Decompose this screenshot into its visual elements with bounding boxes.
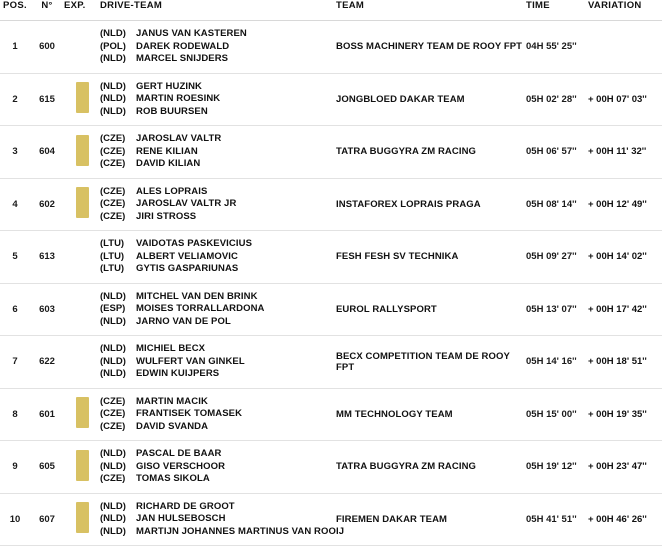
cell-experience (64, 283, 100, 336)
crew-nationality: (CZE) (100, 158, 126, 169)
cell-team: TATRA BUGGYRA ZM RACING (336, 146, 477, 158)
crew-name: JAROSLAV VALTR JR (136, 198, 237, 209)
crew-member (100, 53, 336, 66)
column-header-experience: EXP. (64, 0, 86, 11)
experience-badge-empty (76, 48, 89, 49)
cell-race-number: 602 (39, 198, 55, 210)
cell-time: 05H 19' 12'' (526, 461, 577, 473)
crew-member (100, 316, 336, 329)
crew-member (100, 473, 336, 486)
table-row[interactable] (0, 126, 662, 179)
crew-list (100, 500, 345, 539)
cell-time: 05H 02' 28'' (526, 93, 577, 105)
experience-badge (76, 450, 89, 481)
cell-team: TATRA BUGGYRA ZM RACING (336, 461, 477, 473)
crew-nationality: (CZE) (100, 145, 126, 157)
crew-name: GISO VERSCHOOR (136, 460, 226, 472)
crew-member (100, 106, 336, 119)
crew-name: PASCAL DE BAAR (136, 448, 222, 459)
crew-name: EDWIN KUIJPERS (136, 368, 220, 379)
cell-time: 05H 06' 57'' (526, 146, 577, 158)
crew-member (100, 186, 336, 199)
cell-variation: + 00H 11' 32'' (588, 146, 647, 158)
crew-nationality: (ESP) (100, 303, 126, 314)
cell-time: 05H 09' 27'' (526, 251, 577, 263)
crew-nationality: (LTU) (100, 238, 125, 249)
crew-nationality: (NLD) (100, 290, 126, 302)
crew-name: MOISES TORRALLARDONA (136, 303, 265, 314)
cell-race-number: 601 (39, 408, 55, 420)
table-header (0, 0, 662, 21)
cell-drive-team (100, 21, 336, 74)
cell-experience (64, 178, 100, 231)
cell-time: 05H 14' 16'' (526, 356, 577, 368)
cell-variation: + 00H 46' 26'' (588, 513, 647, 525)
cell-position: 9 (12, 461, 18, 473)
cell-race-number: 607 (39, 513, 55, 525)
cell-variation: + 00H 14' 02'' (588, 251, 647, 263)
crew-member (100, 343, 336, 356)
crew-list (100, 291, 336, 329)
crew-member (100, 461, 336, 474)
experience-badge-empty (76, 311, 89, 312)
crew-name: DAVID KILIAN (136, 158, 201, 169)
column-header-drive-team: DRIVE-TEAM (100, 0, 163, 11)
cell-team: FIREMEN DAKAR TEAM (336, 513, 448, 525)
cell-race-number: 603 (39, 303, 55, 315)
cell-race-number: 615 (39, 93, 55, 105)
crew-nationality: (NLD) (100, 315, 126, 327)
cell-position: 3 (12, 146, 18, 158)
cell-position: 5 (12, 251, 18, 263)
cell-drive-team (100, 231, 336, 284)
crew-nationality: (CZE) (100, 420, 126, 432)
cell-race-number: 605 (39, 461, 55, 473)
crew-nationality: (CZE) (100, 185, 126, 197)
crew-list (100, 238, 336, 276)
crew-nationality: (CZE) (100, 210, 126, 222)
table-row[interactable] (0, 73, 662, 126)
table-row[interactable] (0, 21, 662, 74)
crew-member (100, 501, 336, 514)
table-row[interactable] (0, 336, 662, 389)
crew-member (100, 146, 336, 159)
crew-name: ALES LOPRAIS (136, 185, 208, 197)
cell-position: 4 (12, 198, 18, 210)
cell-variation (588, 21, 662, 74)
crew-nationality: (CZE) (100, 198, 126, 209)
table-row[interactable] (0, 231, 662, 284)
crew-nationality: (NLD) (100, 368, 126, 379)
crew-member (100, 81, 336, 94)
crew-name: WULFERT VAN GINKEL (136, 355, 245, 367)
cell-race-number: 604 (39, 146, 55, 158)
crew-nationality: (NLD) (100, 513, 126, 524)
experience-badge (76, 82, 89, 113)
crew-name: MICHIEL BECX (136, 343, 206, 354)
crew-list (100, 396, 336, 434)
crew-name: GERT HUZINK (136, 80, 203, 92)
crew-list (100, 28, 336, 66)
crew-name: GYTIS GASPARIUNAS (136, 263, 239, 274)
cell-time: 05H 41' 51'' (526, 513, 577, 525)
crew-nationality: (CZE) (100, 408, 126, 419)
crew-member (100, 368, 336, 381)
table-row[interactable] (0, 178, 662, 231)
cell-experience (64, 21, 100, 74)
crew-member (100, 158, 336, 171)
crew-member (100, 211, 336, 224)
cell-team: BOSS MACHINERY TEAM DE ROOY FPT (336, 41, 523, 53)
cell-team: JONGBLOED DAKAR TEAM (336, 93, 465, 105)
crew-nationality: (NLD) (100, 525, 126, 537)
crew-name: JARNO VAN DE POL (136, 315, 231, 327)
cell-race-number: 622 (39, 356, 55, 368)
crew-list (100, 186, 336, 224)
crew-list (100, 343, 336, 381)
cell-experience (64, 73, 100, 126)
crew-member (100, 291, 336, 304)
crew-member (100, 41, 336, 54)
cell-drive-team (100, 388, 336, 441)
crew-nationality: (POL) (100, 40, 126, 52)
crew-nationality: (CZE) (100, 133, 126, 144)
crew-nationality: (NLD) (100, 105, 126, 117)
crew-name: MITCHEL VAN DEN BRINK (136, 290, 258, 302)
cell-experience (64, 126, 100, 179)
crew-name: RENE KILIAN (136, 145, 198, 157)
crew-name: ALBERT VELIAMOVIC (136, 250, 238, 262)
crew-member (100, 238, 336, 251)
crew-name: JIRI STROSS (136, 210, 197, 222)
crew-member (100, 198, 336, 211)
cell-team: MM TECHNOLOGY TEAM (336, 408, 453, 420)
crew-list (100, 81, 336, 119)
experience-badge-empty (76, 258, 89, 259)
crew-list (100, 133, 336, 171)
cell-position: 10 (9, 513, 21, 525)
crew-name: RICHARD DE GROOT (136, 500, 235, 512)
cell-position: 1 (12, 41, 18, 53)
crew-name: MARTIJN JOHANNES MARTINUS VAN ROOIJ (136, 525, 345, 537)
cell-position: 8 (12, 408, 18, 420)
crew-member (100, 303, 336, 316)
cell-race-number: 613 (39, 251, 55, 263)
table-row[interactable] (0, 388, 662, 441)
crew-nationality: (NLD) (100, 448, 126, 459)
crew-nationality: (CZE) (100, 395, 126, 407)
cell-team: BECX COMPETITION TEAM DE ROOY FPT (336, 350, 510, 373)
column-header-position: POS. (3, 0, 27, 11)
cell-time: 05H 15' 00'' (526, 408, 577, 420)
cell-time: 04H 55' 25'' (526, 41, 577, 53)
experience-badge (76, 187, 89, 218)
crew-name: ROB BUURSEN (136, 105, 208, 117)
crew-member (100, 356, 336, 369)
column-header-time: TIME (526, 0, 550, 11)
cell-drive-team (100, 283, 336, 336)
crew-member (100, 513, 336, 526)
cell-position: 2 (12, 93, 18, 105)
crew-member (100, 421, 336, 434)
crew-name: DAVID SVANDA (136, 420, 209, 432)
crew-name: VAIDOTAS PASKEVICIUS (136, 238, 253, 249)
cell-variation: + 00H 18' 51'' (588, 356, 647, 368)
cell-experience (64, 493, 100, 546)
cell-variation: + 00H 23' 47'' (588, 461, 647, 473)
crew-member (100, 93, 336, 106)
crew-nationality: (CZE) (100, 473, 126, 484)
crew-member (100, 263, 336, 276)
experience-badge-empty (76, 363, 89, 364)
crew-name: MARCEL SNIJDERS (136, 53, 229, 64)
crew-nationality: (NLD) (100, 500, 126, 512)
cell-experience (64, 336, 100, 389)
crew-name: MARTIN MACIK (136, 395, 208, 407)
experience-badge (76, 135, 89, 166)
crew-member (100, 408, 336, 421)
crew-nationality: (NLD) (100, 460, 126, 472)
crew-list (100, 448, 336, 486)
crew-name: FRANTISEK TOMASEK (136, 408, 243, 419)
crew-name: MARTIN ROESINK (136, 93, 221, 104)
crew-name: JAROSLAV VALTR (136, 133, 222, 144)
cell-position: 7 (12, 356, 18, 368)
crew-member (100, 525, 345, 539)
cell-variation: + 00H 17' 42'' (588, 303, 647, 315)
crew-nationality: (NLD) (100, 80, 126, 92)
cell-drive-team (100, 126, 336, 179)
cell-experience (64, 388, 100, 441)
crew-name: DAREK RODEWALD (136, 40, 230, 52)
cell-time: 05H 08' 14'' (526, 198, 577, 210)
crew-name: JANUS VAN KASTEREN (136, 28, 247, 39)
cell-team: EUROL RALLYSPORT (336, 303, 437, 315)
crew-nationality: (NLD) (100, 355, 126, 367)
cell-drive-team (100, 178, 336, 231)
cell-experience (64, 441, 100, 494)
cell-team: INSTAFOREX LOPRAIS PRAGA (336, 198, 481, 210)
cell-experience (64, 231, 100, 284)
crew-member (100, 448, 336, 461)
column-header-team: TEAM (336, 0, 365, 11)
cell-variation: + 00H 12' 49'' (588, 198, 647, 210)
cell-variation: + 00H 07' 03'' (588, 93, 647, 105)
table-body (0, 21, 662, 546)
column-header-variation: VARIATION (588, 0, 642, 11)
crew-nationality: (LTU) (100, 250, 125, 262)
crew-nationality: (NLD) (100, 343, 126, 354)
column-header-number: N° (41, 0, 53, 11)
cell-drive-team (100, 441, 336, 494)
table-row[interactable] (0, 283, 662, 336)
crew-nationality: (NLD) (100, 53, 126, 64)
crew-member (100, 28, 336, 41)
cell-drive-team (100, 493, 345, 546)
experience-badge (76, 502, 89, 533)
cell-team: FESH FESH SV TECHNIKA (336, 251, 459, 263)
crew-member (100, 396, 336, 409)
cell-position: 6 (12, 303, 18, 315)
table-row[interactable] (0, 493, 662, 546)
crew-member (100, 251, 336, 264)
table-row[interactable] (0, 441, 662, 494)
cell-time: 05H 13' 07'' (526, 303, 577, 315)
crew-name: TOMAS SIKOLA (136, 473, 210, 484)
crew-name: JAN HULSEBOSCH (136, 513, 226, 524)
cell-drive-team (100, 336, 336, 389)
crew-nationality: (NLD) (100, 28, 126, 39)
crew-member (100, 133, 336, 146)
crew-nationality: (NLD) (100, 93, 126, 104)
cell-drive-team (100, 73, 336, 126)
cell-race-number: 600 (39, 41, 55, 53)
cell-variation: + 00H 19' 35'' (588, 408, 647, 420)
experience-badge (76, 397, 89, 428)
crew-nationality: (LTU) (100, 263, 125, 274)
